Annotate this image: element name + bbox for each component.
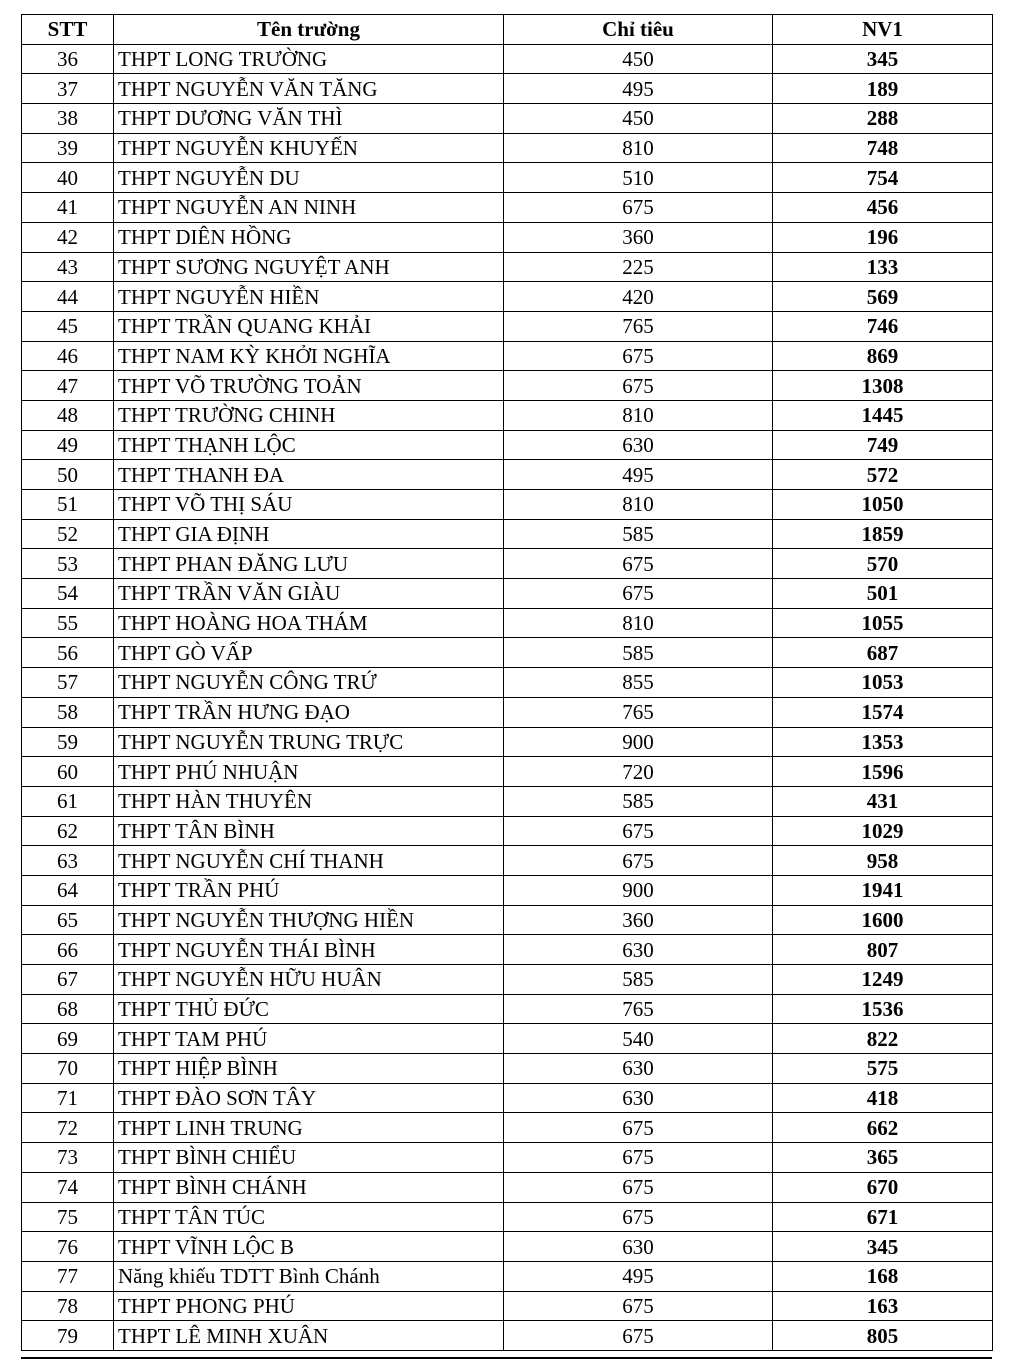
row-nv1: 958 (773, 846, 993, 876)
row-stt: 76 (22, 1232, 114, 1262)
row-nv1: 670 (773, 1172, 993, 1202)
row-stt: 57 (22, 668, 114, 698)
row-stt: 38 (22, 104, 114, 134)
row-stt: 46 (22, 341, 114, 371)
row-nv1: 1536 (773, 994, 993, 1024)
row-school-name: THPT VÕ THỊ SÁU (114, 490, 504, 520)
row-quota: 420 (504, 282, 773, 312)
row-school-name: THPT NGUYỄN KHUYẾN (114, 133, 504, 163)
row-nv1: 365 (773, 1143, 993, 1173)
table-row (22, 697, 993, 727)
row-nv1: 805 (773, 1321, 993, 1351)
table-row (22, 875, 993, 905)
row-nv1: 746 (773, 311, 993, 341)
table-row (22, 608, 993, 638)
row-quota: 900 (504, 727, 773, 757)
row-stt: 79 (22, 1321, 114, 1351)
row-nv1: 575 (773, 1054, 993, 1084)
table-row (22, 282, 993, 312)
row-school-name: THPT THẠNH LỘC (114, 430, 504, 460)
row-school-name: THPT NGUYỄN THƯỢNG HIỀN (114, 905, 504, 935)
table-row (22, 133, 993, 163)
row-stt: 65 (22, 905, 114, 935)
row-quota: 675 (504, 579, 773, 609)
table-row (22, 104, 993, 134)
table-row (22, 490, 993, 520)
row-quota: 675 (504, 371, 773, 401)
row-stt: 67 (22, 965, 114, 995)
table-row (22, 668, 993, 698)
row-stt: 62 (22, 816, 114, 846)
row-nv1: 1941 (773, 875, 993, 905)
row-school-name: THPT LONG TRƯỜNG (114, 44, 504, 74)
row-stt: 54 (22, 579, 114, 609)
row-stt: 37 (22, 74, 114, 104)
table-row (22, 460, 993, 490)
table-row (22, 846, 993, 876)
row-quota: 540 (504, 1024, 773, 1054)
table-row (22, 816, 993, 846)
row-stt: 68 (22, 994, 114, 1024)
row-stt: 64 (22, 875, 114, 905)
row-quota: 675 (504, 1291, 773, 1321)
row-school-name: THPT NGUYỄN DU (114, 163, 504, 193)
row-stt: 73 (22, 1143, 114, 1173)
row-stt: 72 (22, 1113, 114, 1143)
row-quota: 765 (504, 311, 773, 341)
row-stt: 55 (22, 608, 114, 638)
table-row (22, 519, 993, 549)
row-school-name: THPT BÌNH CHÁNH (114, 1172, 504, 1202)
row-quota: 450 (504, 44, 773, 74)
row-stt: 39 (22, 133, 114, 163)
row-quota: 630 (504, 935, 773, 965)
header-school-name: Tên trường (114, 15, 504, 45)
row-quota: 675 (504, 549, 773, 579)
table-row (22, 638, 993, 668)
row-quota: 675 (504, 193, 773, 223)
row-school-name: THPT NAM KỲ KHỞI NGHĨA (114, 341, 504, 371)
row-quota: 675 (504, 1143, 773, 1173)
row-quota: 675 (504, 816, 773, 846)
table-row (22, 549, 993, 579)
row-school-name: Năng khiếu TDTT Bình Chánh (114, 1261, 504, 1291)
row-quota: 855 (504, 668, 773, 698)
row-nv1: 569 (773, 282, 993, 312)
row-nv1: 1053 (773, 668, 993, 698)
row-nv1: 1249 (773, 965, 993, 995)
row-quota: 675 (504, 1321, 773, 1351)
row-stt: 45 (22, 311, 114, 341)
row-stt: 77 (22, 1261, 114, 1291)
row-stt: 50 (22, 460, 114, 490)
table-header (22, 15, 993, 45)
row-nv1: 662 (773, 1113, 993, 1143)
row-stt: 40 (22, 163, 114, 193)
table-row (22, 1232, 993, 1262)
table-row (22, 1024, 993, 1054)
table-row (22, 727, 993, 757)
table-row (22, 1291, 993, 1321)
table-row (22, 193, 993, 223)
row-nv1: 1055 (773, 608, 993, 638)
row-nv1: 671 (773, 1202, 993, 1232)
row-quota: 585 (504, 519, 773, 549)
row-stt: 52 (22, 519, 114, 549)
table-row (22, 757, 993, 787)
row-nv1: 456 (773, 193, 993, 223)
header-row (22, 15, 993, 45)
row-nv1: 570 (773, 549, 993, 579)
row-school-name: THPT DIÊN HỒNG (114, 222, 504, 252)
table-row (22, 905, 993, 935)
row-quota: 495 (504, 1261, 773, 1291)
row-quota: 810 (504, 133, 773, 163)
row-nv1: 1600 (773, 905, 993, 935)
row-stt: 53 (22, 549, 114, 579)
row-school-name: THPT GÒ VẤP (114, 638, 504, 668)
row-nv1: 168 (773, 1261, 993, 1291)
row-school-name: THPT THANH ĐA (114, 460, 504, 490)
row-school-name: THPT BÌNH CHIỂU (114, 1143, 504, 1173)
row-school-name: THPT DƯƠNG VĂN THÌ (114, 104, 504, 134)
row-quota: 510 (504, 163, 773, 193)
row-school-name: THPT PHONG PHÚ (114, 1291, 504, 1321)
table-row (22, 163, 993, 193)
row-quota: 810 (504, 608, 773, 638)
row-school-name: THPT ĐÀO SƠN TÂY (114, 1083, 504, 1113)
row-school-name: THPT NGUYỄN VĂN TĂNG (114, 74, 504, 104)
row-quota: 675 (504, 1202, 773, 1232)
row-nv1: 1596 (773, 757, 993, 787)
row-nv1: 163 (773, 1291, 993, 1321)
row-nv1: 431 (773, 786, 993, 816)
row-school-name: THPT HIỆP BÌNH (114, 1054, 504, 1084)
row-school-name: THPT TRƯỜNG CHINH (114, 400, 504, 430)
table-row (22, 311, 993, 341)
row-stt: 59 (22, 727, 114, 757)
row-quota: 495 (504, 74, 773, 104)
table-row (22, 1321, 993, 1351)
row-nv1: 196 (773, 222, 993, 252)
row-stt: 60 (22, 757, 114, 787)
table-row (22, 341, 993, 371)
table-row (22, 252, 993, 282)
row-school-name: THPT PHÚ NHUẬN (114, 757, 504, 787)
header-quota: Chỉ tiêu (504, 15, 773, 45)
row-quota: 720 (504, 757, 773, 787)
row-school-name: THPT TRẦN PHÚ (114, 875, 504, 905)
row-stt: 44 (22, 282, 114, 312)
row-nv1: 501 (773, 579, 993, 609)
table-row (22, 1261, 993, 1291)
row-stt: 43 (22, 252, 114, 282)
table-row (22, 965, 993, 995)
row-stt: 74 (22, 1172, 114, 1202)
row-school-name: THPT TAM PHÚ (114, 1024, 504, 1054)
row-school-name: THPT TRẦN VĂN GIÀU (114, 579, 504, 609)
row-quota: 675 (504, 1172, 773, 1202)
row-nv1: 1859 (773, 519, 993, 549)
row-stt: 51 (22, 490, 114, 520)
row-school-name: THPT VĨNH LỘC B (114, 1232, 504, 1262)
row-school-name: THPT SƯƠNG NGUYỆT ANH (114, 252, 504, 282)
row-quota: 810 (504, 490, 773, 520)
table-row (22, 1113, 993, 1143)
row-school-name: THPT TÂN BÌNH (114, 816, 504, 846)
table-row (22, 994, 993, 1024)
row-school-name: THPT TRẦN HƯNG ĐẠO (114, 697, 504, 727)
header-nv1: NV1 (773, 15, 993, 45)
row-school-name: THPT LINH TRUNG (114, 1113, 504, 1143)
row-school-name: THPT HOÀNG HOA THÁM (114, 608, 504, 638)
row-stt: 61 (22, 786, 114, 816)
row-quota: 495 (504, 460, 773, 490)
row-quota: 675 (504, 846, 773, 876)
row-stt: 47 (22, 371, 114, 401)
row-quota: 765 (504, 697, 773, 727)
row-nv1: 418 (773, 1083, 993, 1113)
table-row (22, 1143, 993, 1173)
row-quota: 675 (504, 341, 773, 371)
table-body (22, 44, 993, 1350)
table-row (22, 1083, 993, 1113)
row-quota: 585 (504, 786, 773, 816)
bottom-rule (21, 1357, 992, 1359)
row-nv1: 572 (773, 460, 993, 490)
table-row (22, 935, 993, 965)
table-row (22, 222, 993, 252)
table-row (22, 74, 993, 104)
row-nv1: 1353 (773, 727, 993, 757)
table-row (22, 1054, 993, 1084)
row-stt: 49 (22, 430, 114, 460)
row-quota: 450 (504, 104, 773, 134)
row-stt: 78 (22, 1291, 114, 1321)
row-school-name: THPT THỦ ĐỨC (114, 994, 504, 1024)
table-row (22, 371, 993, 401)
row-school-name: THPT GIA ĐỊNH (114, 519, 504, 549)
row-school-name: THPT NGUYỄN HỮU HUÂN (114, 965, 504, 995)
table-row (22, 44, 993, 74)
row-nv1: 822 (773, 1024, 993, 1054)
row-stt: 63 (22, 846, 114, 876)
row-quota: 225 (504, 252, 773, 282)
row-stt: 69 (22, 1024, 114, 1054)
row-quota: 900 (504, 875, 773, 905)
row-quota: 765 (504, 994, 773, 1024)
row-quota: 630 (504, 1083, 773, 1113)
row-stt: 41 (22, 193, 114, 223)
row-school-name: THPT NGUYỄN CHÍ THANH (114, 846, 504, 876)
row-nv1: 749 (773, 430, 993, 460)
row-nv1: 807 (773, 935, 993, 965)
row-nv1: 1445 (773, 400, 993, 430)
header-stt: STT (22, 15, 114, 45)
row-nv1: 748 (773, 133, 993, 163)
row-stt: 75 (22, 1202, 114, 1232)
row-stt: 71 (22, 1083, 114, 1113)
row-stt: 48 (22, 400, 114, 430)
row-quota: 630 (504, 430, 773, 460)
row-school-name: THPT TRẦN QUANG KHẢI (114, 311, 504, 341)
row-nv1: 1050 (773, 490, 993, 520)
row-quota: 585 (504, 965, 773, 995)
row-nv1: 1029 (773, 816, 993, 846)
table-row (22, 1202, 993, 1232)
row-school-name: THPT NGUYỄN THÁI BÌNH (114, 935, 504, 965)
row-nv1: 288 (773, 104, 993, 134)
row-school-name: THPT VÕ TRƯỜNG TOẢN (114, 371, 504, 401)
table-row (22, 400, 993, 430)
row-quota: 810 (504, 400, 773, 430)
row-nv1: 345 (773, 1232, 993, 1262)
row-nv1: 133 (773, 252, 993, 282)
row-school-name: THPT HÀN THUYÊN (114, 786, 504, 816)
row-stt: 66 (22, 935, 114, 965)
row-stt: 58 (22, 697, 114, 727)
row-school-name: THPT NGUYỄN HIỀN (114, 282, 504, 312)
row-nv1: 1574 (773, 697, 993, 727)
row-nv1: 189 (773, 74, 993, 104)
row-quota: 585 (504, 638, 773, 668)
row-school-name: THPT NGUYỄN CÔNG TRỨ (114, 668, 504, 698)
row-school-name: THPT PHAN ĐĂNG LƯU (114, 549, 504, 579)
table-row (22, 579, 993, 609)
row-stt: 56 (22, 638, 114, 668)
row-quota: 360 (504, 222, 773, 252)
row-stt: 36 (22, 44, 114, 74)
row-nv1: 1308 (773, 371, 993, 401)
row-school-name: THPT LÊ MINH XUÂN (114, 1321, 504, 1351)
enrollment-table (21, 14, 993, 1351)
row-quota: 675 (504, 1113, 773, 1143)
row-stt: 70 (22, 1054, 114, 1084)
row-quota: 630 (504, 1054, 773, 1084)
row-stt: 42 (22, 222, 114, 252)
row-nv1: 869 (773, 341, 993, 371)
row-school-name: THPT NGUYỄN AN NINH (114, 193, 504, 223)
row-school-name: THPT NGUYỄN TRUNG TRỰC (114, 727, 504, 757)
row-quota: 630 (504, 1232, 773, 1262)
row-quota: 360 (504, 905, 773, 935)
row-nv1: 345 (773, 44, 993, 74)
table-row (22, 786, 993, 816)
table-row (22, 430, 993, 460)
row-nv1: 687 (773, 638, 993, 668)
row-nv1: 754 (773, 163, 993, 193)
row-school-name: THPT TÂN TÚC (114, 1202, 504, 1232)
table-row (22, 1172, 993, 1202)
